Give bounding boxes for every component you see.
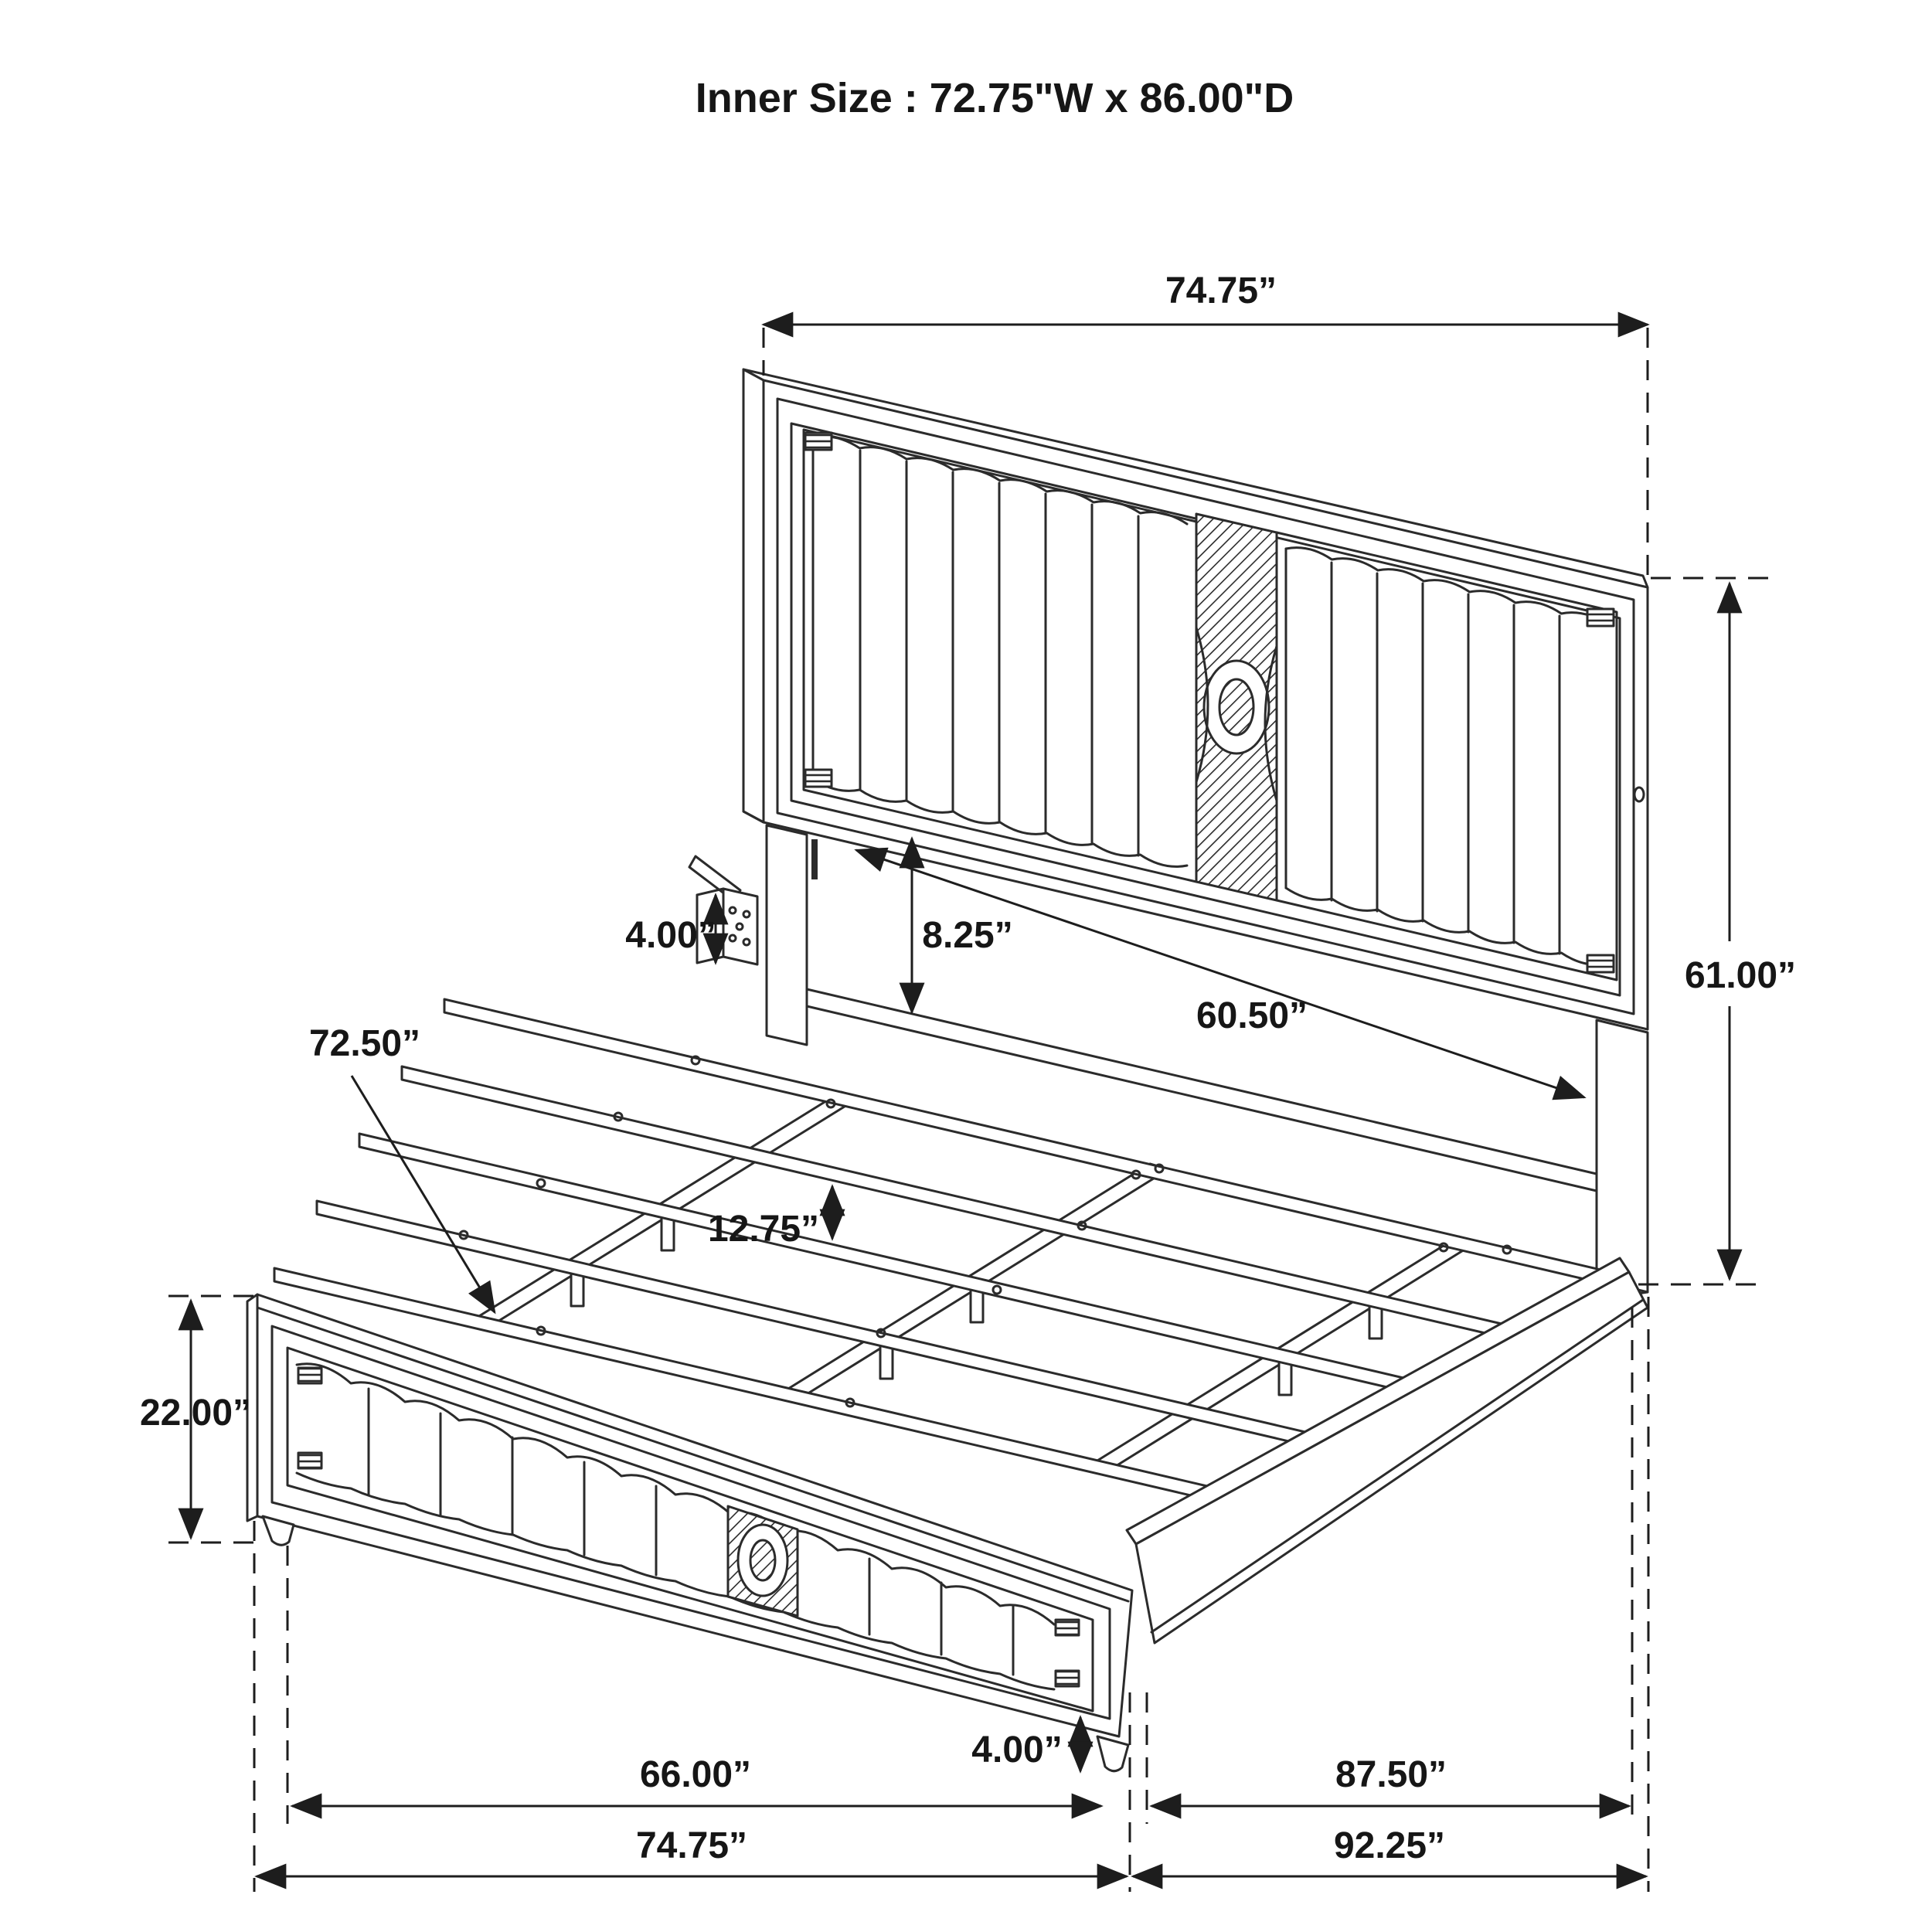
side-rail	[1127, 1258, 1648, 1643]
dim-slat-gap-label: 12.75”	[707, 1209, 820, 1250]
dim-rail-drop-label: 8.25”	[922, 915, 1013, 956]
dim-headboard-height-label: 61.00”	[1684, 955, 1797, 996]
corner-trim-detail	[298, 1368, 321, 1383]
dim-footboard-height-label: 22.00”	[139, 1393, 252, 1434]
corner-trim-detail	[298, 1453, 321, 1468]
dim-slat-length-leader	[352, 1076, 495, 1312]
corner-trim-detail	[1056, 1620, 1079, 1635]
headboard-right-leg	[1597, 1020, 1648, 1298]
corner-trim-detail	[1587, 955, 1614, 972]
corner-trim-detail	[1056, 1671, 1079, 1686]
page-title: Inner Size : 72.75"W x 86.00"D	[695, 75, 1294, 121]
headboard-left-leg	[767, 825, 807, 1045]
dim-side-rail-length-label: 87.50”	[1335, 1754, 1447, 1795]
dim-headboard-inner-width-label: 60.50”	[1196, 995, 1308, 1036]
dim-bracket-height-label: 4.00”	[625, 915, 716, 956]
slat-end-tick	[811, 839, 818, 879]
dim-overall-depth-label: 92.25”	[1333, 1825, 1446, 1866]
dim-overall-width-label: 74.75”	[635, 1825, 748, 1866]
footboard-right-leg	[1097, 1736, 1128, 1771]
headboard-center-strip	[1196, 514, 1277, 900]
dim-footboard-inner-width-label: 66.00”	[639, 1754, 752, 1795]
corner-trim-detail	[805, 770, 832, 787]
corner-trim-detail	[1587, 609, 1614, 626]
dim-leg-height-label: 4.00”	[971, 1730, 1063, 1770]
corner-trim-detail	[805, 433, 832, 450]
dim-headboard-width-label: 74.75”	[1165, 270, 1277, 311]
dim-slat-length-label: 72.50”	[308, 1023, 421, 1064]
